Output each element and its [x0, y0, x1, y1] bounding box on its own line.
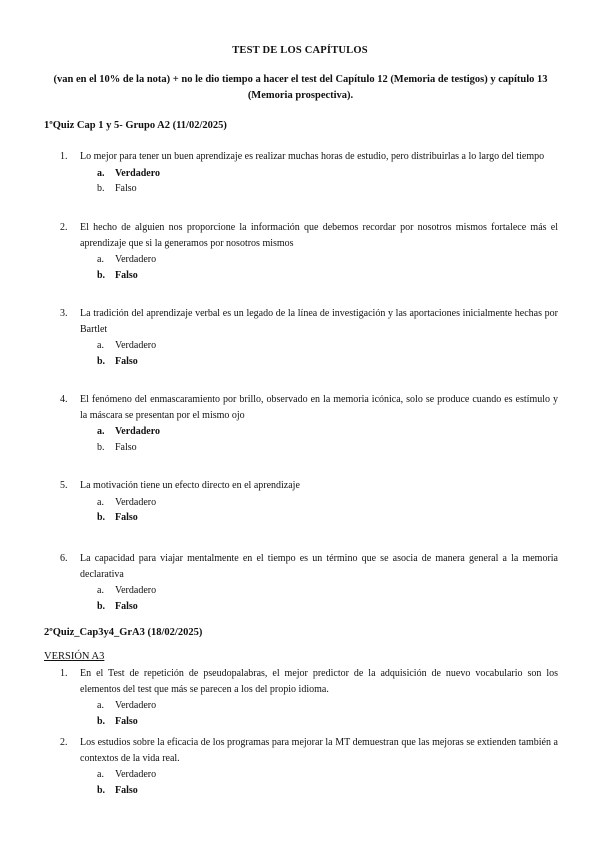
- document-title: TEST DE LOS CAPÍTULOS: [232, 45, 368, 56]
- question-item: [60, 392, 558, 455]
- options-list: [97, 767, 558, 798]
- question-text: En el Test de repetición de pseudopalabras, el mejor predictor de la adquisición de nuevo vocabulario son los elementos del test que más se parecen a los del propio idioma.: [80, 668, 558, 695]
- answer-option: a. Verdadero: [97, 769, 157, 780]
- answer-option: a. Verdadero: [97, 254, 157, 265]
- options-list: [97, 338, 558, 369]
- answer-option: b. Falso: [97, 183, 137, 194]
- question-text: Los estudios sobre la eficacia de los programas para mejorar la MT demuestran que las mejoras se extienden también a contextos de la vida real.: [80, 737, 558, 764]
- answer-option-correct: a. Verdadero: [97, 426, 160, 437]
- answer-option: b. Falso: [97, 441, 137, 453]
- question-text: El fenómeno del enmascaramiento por brillo, observado en la memoria icónica, solo se produce cuando es estímulo y la máscara se presentan por el mismo ojo: [80, 394, 558, 421]
- question-number: 1.: [60, 151, 68, 162]
- answer-option-correct: b. Falso: [97, 600, 138, 612]
- question-item: [60, 478, 558, 526]
- answer-option-correct: b. Falso: [97, 355, 138, 367]
- question-item: [60, 666, 558, 729]
- options-list: [97, 166, 558, 197]
- question-number: 1.: [60, 668, 68, 679]
- section-heading-quiz-1: 1ºQuiz Cap 1 y 5- Grupo A2 (11/02/2025): [44, 120, 227, 131]
- options-list: [97, 583, 558, 614]
- question-text: La capacidad para viajar mentalmente en el tiempo es un término que se asocia de manera general a la memoria declarativa: [80, 553, 558, 580]
- question-item: [60, 306, 558, 369]
- question-number: 4.: [60, 394, 68, 405]
- question-number: 3.: [60, 308, 68, 319]
- answer-option: a. Verdadero: [97, 700, 157, 711]
- options-list: [97, 252, 558, 283]
- options-list: [97, 424, 558, 455]
- answer-option: a. Verdadero: [97, 340, 157, 351]
- answer-option-correct: b. Falso: [97, 512, 138, 523]
- answer-option-correct: b. Falso: [97, 269, 138, 281]
- question-text: La motivación tiene un efecto directo en el aprendizaje: [80, 480, 300, 491]
- question-item: [60, 735, 558, 798]
- question-item: [60, 149, 558, 197]
- question-item: [60, 551, 558, 614]
- document-subtitle: (van en el 10% de la nota) + no le dio tiempo a hacer el test del Capítulo 12 (Memoria de testigos) y capítulo 13 (Memoria prospectiva).: [53, 74, 548, 101]
- version-label: VERSIÓN A3: [44, 651, 105, 662]
- options-list: [97, 698, 558, 729]
- question-text: Lo mejor para tener un buen aprendizaje es realizar muchas horas de estudio, pero distribuirlas a lo largo del tiempo: [80, 151, 545, 162]
- answer-option-correct: b. Falso: [97, 715, 138, 727]
- options-list: [97, 495, 558, 526]
- question-number: 6.: [60, 553, 68, 564]
- question-item: [60, 220, 558, 283]
- answer-option: a. Verdadero: [97, 585, 157, 596]
- question-number: 2.: [60, 737, 68, 748]
- question-number: 5.: [60, 480, 68, 491]
- question-text: La tradición del aprendizaje verbal es un legado de la línea de investigación y las aportaciones inicialmente hechas por Bartlet: [80, 308, 558, 335]
- answer-option-correct: b. Falso: [97, 784, 138, 796]
- answer-option-correct: a. Verdadero: [97, 167, 160, 179]
- answer-option: a. Verdadero: [97, 496, 157, 508]
- question-number: 2.: [60, 222, 68, 233]
- question-text: El hecho de alguien nos proporcione la información que debemos recordar por nosotros mismos fortalece más el aprendizaje que si la generamos por nosotros mismos: [80, 222, 558, 249]
- section-heading-quiz-2: 2ºQuiz_Cap3y4_GrA3 (18/02/2025): [44, 627, 203, 638]
